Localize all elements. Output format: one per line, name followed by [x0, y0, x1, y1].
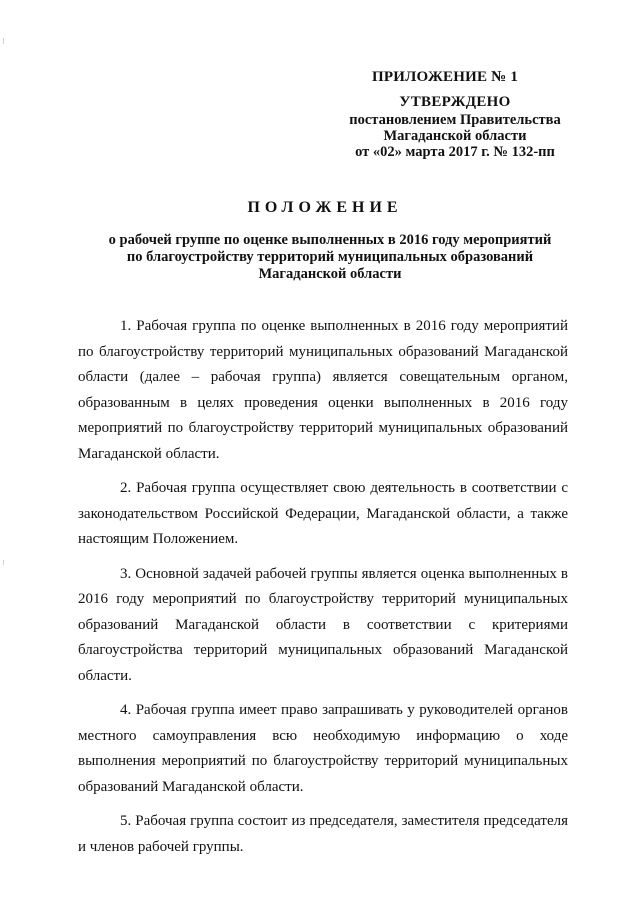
document-title: ПОЛОЖЕНИЕ: [247, 199, 403, 216]
approval-header: [330, 68, 580, 160]
document-body: [78, 314, 568, 869]
scan-edge-mark: [3, 560, 4, 565]
paragraph-5: 5. Рабочая группа состоит из председателя, заместителя председателя и членов рабочей группы.: [78, 813, 568, 855]
approval-line: постановлением Правительства: [349, 112, 561, 128]
paragraph-1: 1. Рабочая группа по оценке выполненных в 2016 году мероприятий по благоустройству территорий муниципальных образований Магаданской области (далее – рабочая группа) является совещательным органом, образованным в целях проведения оценки выполненных в 2016 году мероприятий по благоустройству территорий муниципальных образований Магаданской области.: [78, 318, 568, 462]
document-subtitle: [60, 232, 600, 283]
subtitle-line: Магаданской области: [258, 266, 402, 282]
approval-line: Магаданской области: [383, 128, 527, 144]
approved-label: УТВЕРЖДЕНО: [399, 94, 511, 110]
subtitle-line: по благоустройству территорий муниципальных образований: [126, 249, 534, 265]
approval-line: от «02» марта 2017 г. № 132-пп: [355, 144, 555, 160]
paragraph-3: 3. Основной задачей рабочей группы является оценка выполненных в 2016 году мероприятий по благоустройству территорий муниципальных образований Магаданской области в соответствии с критериями благоустройства территорий муниципальных образований Магаданской области.: [78, 565, 568, 684]
subtitle-line: о рабочей группе по оценке выполненных в 2016 году мероприятий: [108, 232, 552, 248]
appendix-label: ПРИЛОЖЕНИЕ № 1: [372, 69, 519, 85]
scan-edge-mark: [3, 38, 4, 44]
paragraph-4: 4. Рабочая группа имеет право запрашивать у руководителей органов местного самоуправления всю необходимую информацию о ходе выполнения мероприятий по благоустройству территорий муниципальных образований Магаданской области.: [78, 702, 568, 795]
paragraph-2: 2. Рабочая группа осуществляет свою деятельность в соответствии с законодательством Российской Федерации, Магаданской области, а также настоящим Положением.: [78, 480, 568, 547]
